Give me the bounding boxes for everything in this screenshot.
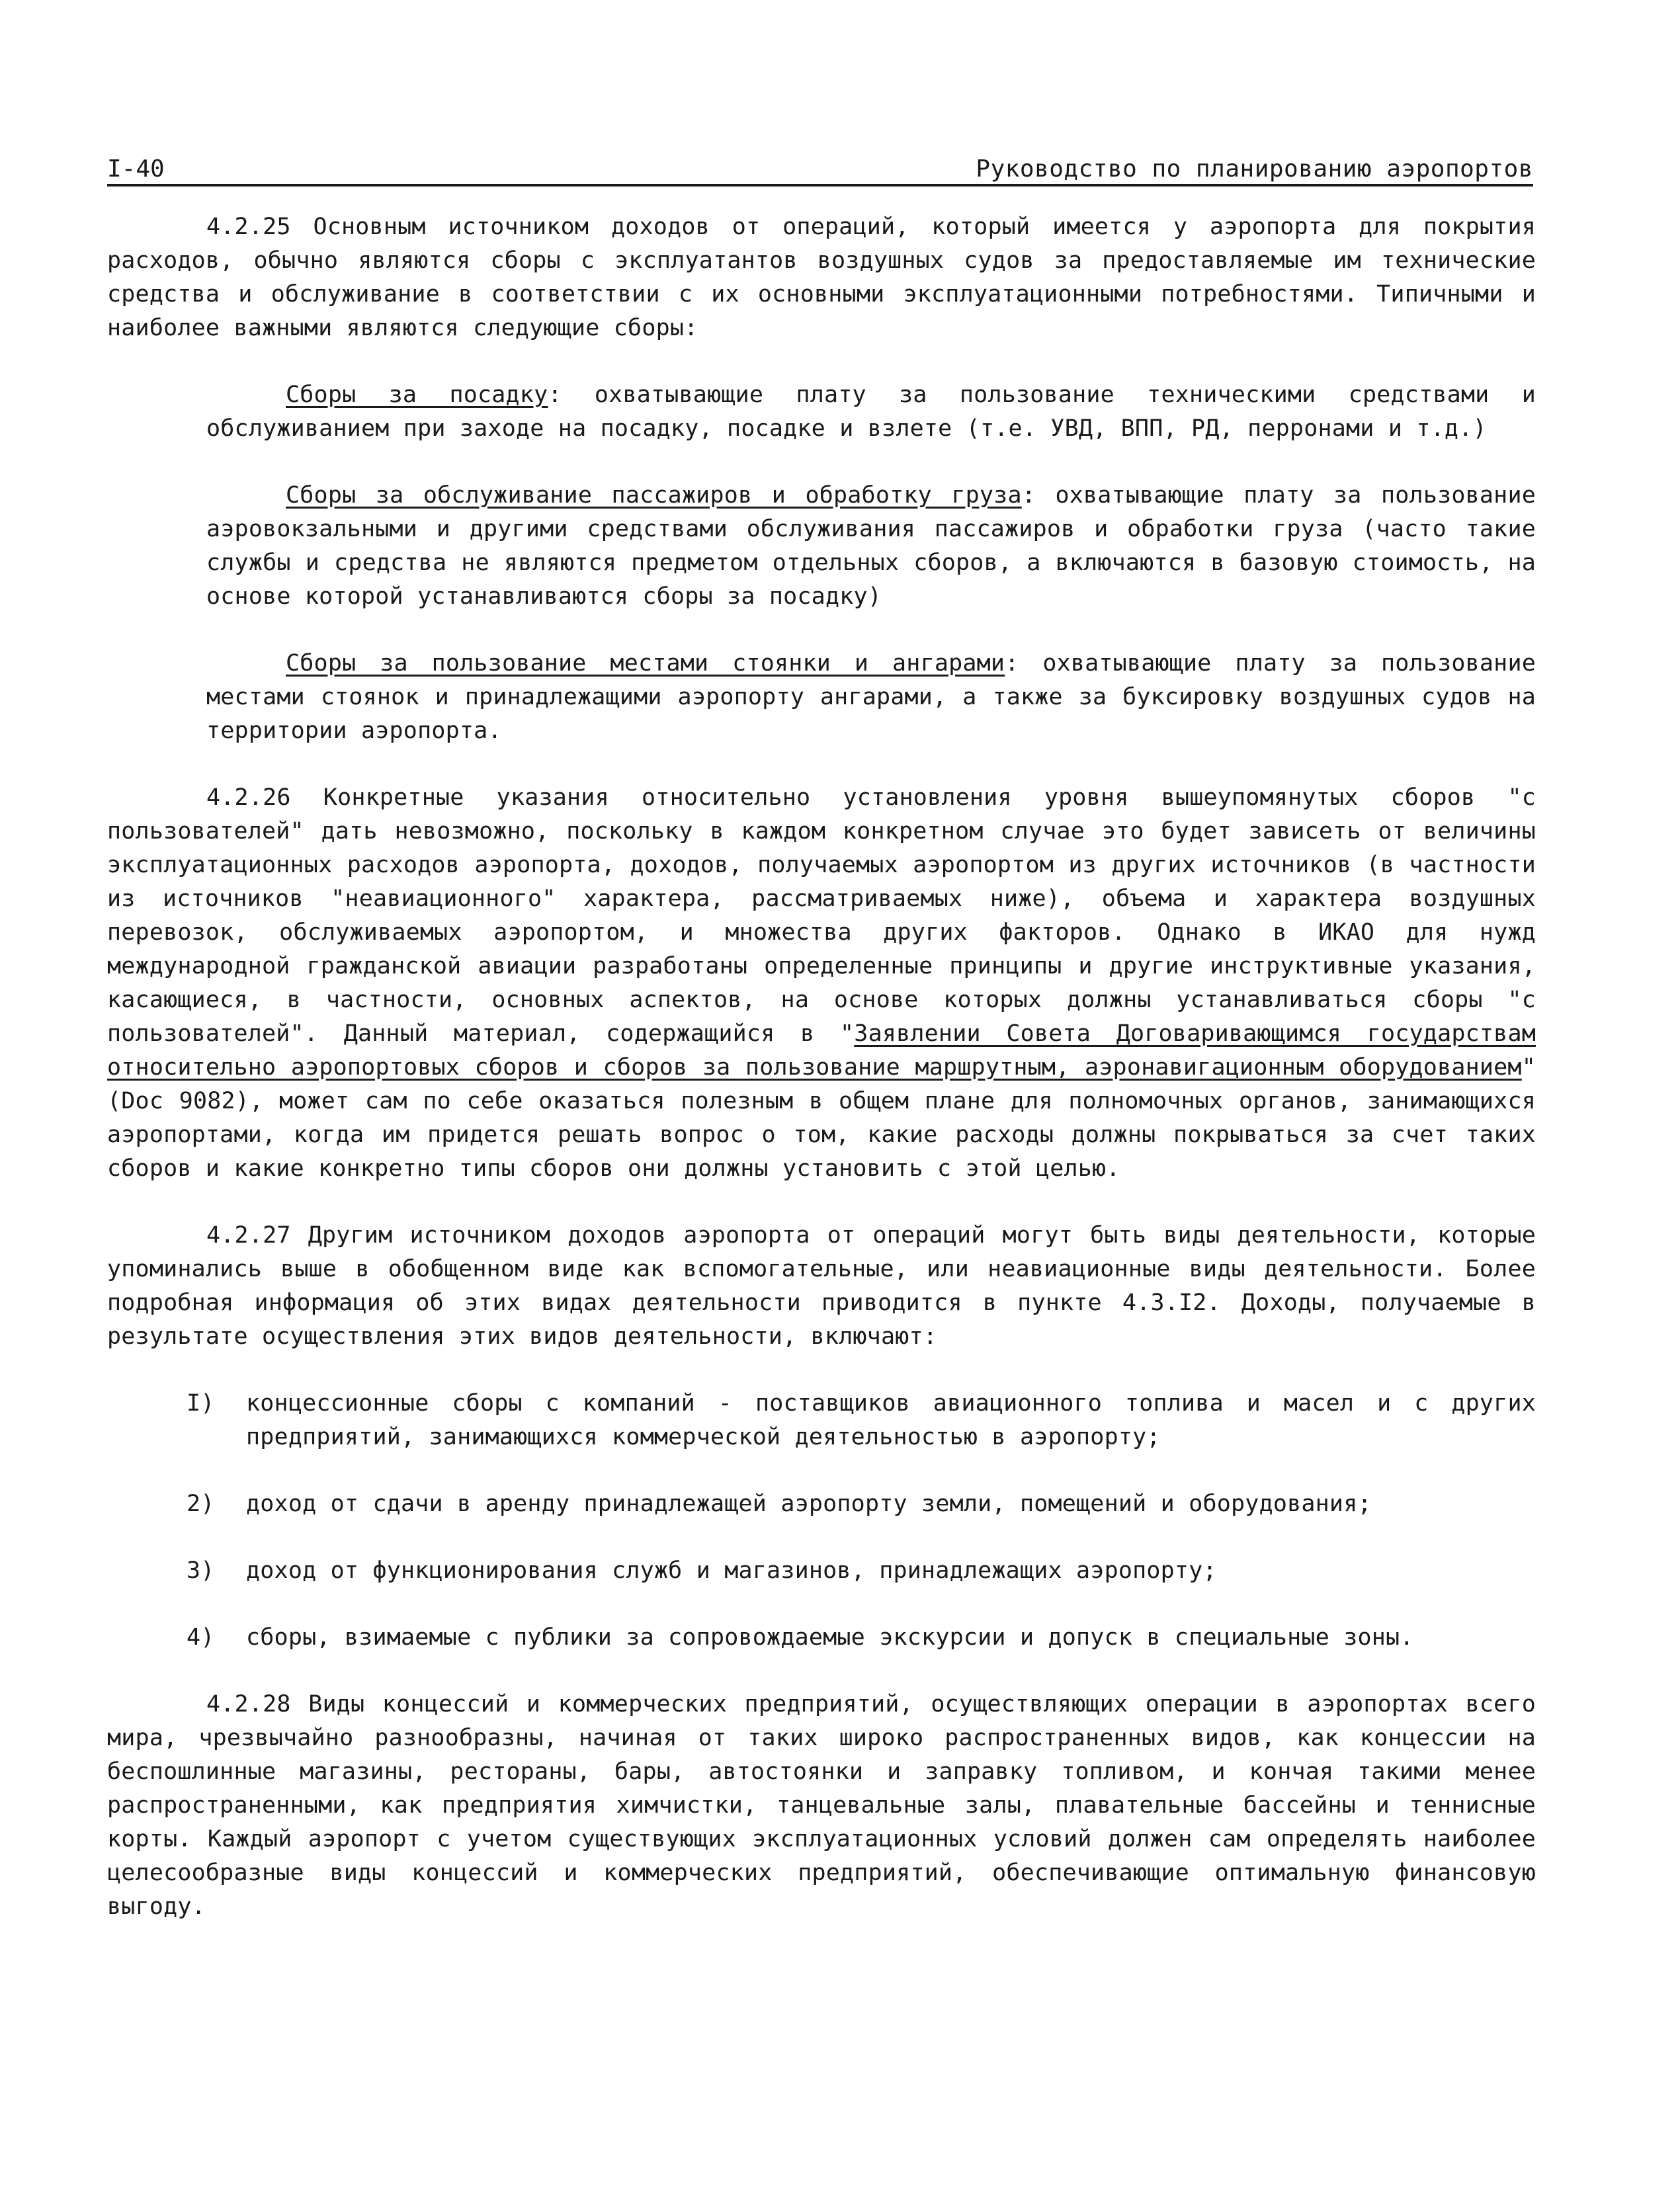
list-item-text: сборы, взимаемые с публики за сопровождаемые экскурсии и допуск в специальные зоны.	[246, 1624, 1414, 1651]
revenue-list	[107, 1387, 1536, 1655]
list-item	[107, 1621, 1536, 1655]
page-number: I-40	[107, 155, 165, 183]
paragraph-4-2-26-after: " (Doc 9082), может сам по себе оказаться полезным в общем плане для полномочных органов, занимающихся аэропортами, когда им придется решать вопрос о том, какие расходы должны покрываться за счет таких сборов и какие конкретно типы сборов они должны установить с этой целью.	[107, 1054, 1536, 1182]
list-item-text: доход от функционирования служб и магазинов, принадлежащих аэропорту;	[246, 1557, 1217, 1584]
paragraph-4-2-28: 4.2.28 Виды концессий и коммерческих предприятий, осуществляющих операции в аэропортах всего мира, чрезвычайно разнообразны, начиная от таких широко распространенных видов, как концессии на беспошлинные магазины, рестораны, бары, автостоянки и заправку топливом, и кончая такими менее распространенными, как предприятия химчистки, танцевальные залы, плавательные бассейны и теннисные корты. Каждый аэропорт с учетом существующих эксплуатационных условий должен сам определять наиболее целесообразные виды концессий и коммерческих предприятий, обеспечивающие оптимальную финансовую выгоду.	[107, 1691, 1536, 1920]
list-item	[107, 1487, 1536, 1521]
list-item-number: 3)	[187, 1557, 215, 1584]
paragraph-4-2-26	[107, 781, 1536, 1186]
list-item-number: 2)	[187, 1491, 215, 1517]
passenger-charges-text: : охватывающие плату за пользование аэровокзальными и другими средствами обслуживания пассажиров и обработки груза (часто такие службы и средства не являются предметом отдельных сборов, а включаются в базовую стоимость, на основе которой устанавливаются сборы за посадку)	[206, 482, 1536, 610]
list-item-number: I)	[187, 1390, 215, 1417]
landing-charges-label: Сборы за посадку	[286, 382, 548, 408]
paragraph-4-2-27: 4.2.27 Другим источником доходов аэропорта от операций могут быть виды деятельности, которые упоминались выше в обобщенном виде как вспомогательные, или неавиационные виды деятельности. Более подробная информация об этих видах деятельности приводится в пункте 4.3.I2. Доходы, получаемые в результате осуществления этих видов деятельности, включают:	[107, 1222, 1536, 1350]
parking-charges-label: Сборы за пользование местами стоянки и ангарами	[286, 650, 1005, 677]
running-title: Руководство по планированию аэропортов	[976, 155, 1533, 183]
list-item-text: доход от сдачи в аренду принадлежащей аэропорту земли, помещений и оборудования;	[246, 1491, 1372, 1517]
list-item	[107, 1387, 1536, 1454]
paragraph-4-2-26-before: 4.2.26 Конкретные указания относительно установления уровня вышеупомянутых сборов "с пользователей" дать невозможно, поскольку в каждом конкретном случае это будет зависеть от величины эксплуатационных расходов аэропорта, доходов, получаемых аэропортом из других источников (в частности из источников "неавиационного" характера, рассматриваемых ниже), объема и характера воздушных перевозок, обслуживаемых аэропортом, и множества других факторов. Однако в ИКАО для нужд международной гражданской авиации разработаны определенные принципы и другие инструктивные указания, касающиеся, в частности, основных аспектов, на основе которых должны устанавливаться сборы "с пользователей". Данный материал, содержащийся в "	[107, 784, 1536, 1047]
parking-charges	[206, 647, 1536, 748]
paragraph-4-2-25: 4.2.25 Основным источником доходов от операций, который имеется у аэропорта для покрытия расходов, обычно являются сборы с эксплуатантов воздушных судов за предоставляемые им технические средства и обслуживание в соответствии с их основными эксплуатационными потребностями. Типичными и наиболее важными являются следующие сборы:	[107, 214, 1536, 341]
list-item-number: 4)	[187, 1624, 215, 1651]
parking-charges-text: : охватывающие плату за пользование местами стоянок и принадлежащими аэропорту ангарами, а также за буксировку воздушных судов на территории аэропорта.	[206, 650, 1536, 744]
list-item	[107, 1554, 1536, 1588]
icao-doc-title: Заявлении Совета Договаривающимся государствам относительно аэропортовых сборов и сборов за пользование маршрутным, аэронавигационным оборудованием	[107, 1020, 1536, 1081]
passenger-charges-label: Сборы за обслуживание пассажиров и обработку груза	[286, 482, 1022, 509]
passenger-charges	[206, 479, 1536, 614]
landing-charges-text: : охватывающие плату за пользование техническими средствами и обслуживанием при заходе на посадку, посадке и взлете (т.е. УВД, ВПП, РД, перронами и т.д.)	[206, 382, 1536, 442]
page-header	[107, 147, 1533, 186]
landing-charges	[206, 378, 1536, 446]
list-item-text: концессионные сборы с компаний - поставщиков авиационного топлива и масел и с других предприятий, занимающихся коммерческой деятельностью в аэропорту;	[246, 1390, 1536, 1450]
page-body	[107, 210, 1536, 1957]
